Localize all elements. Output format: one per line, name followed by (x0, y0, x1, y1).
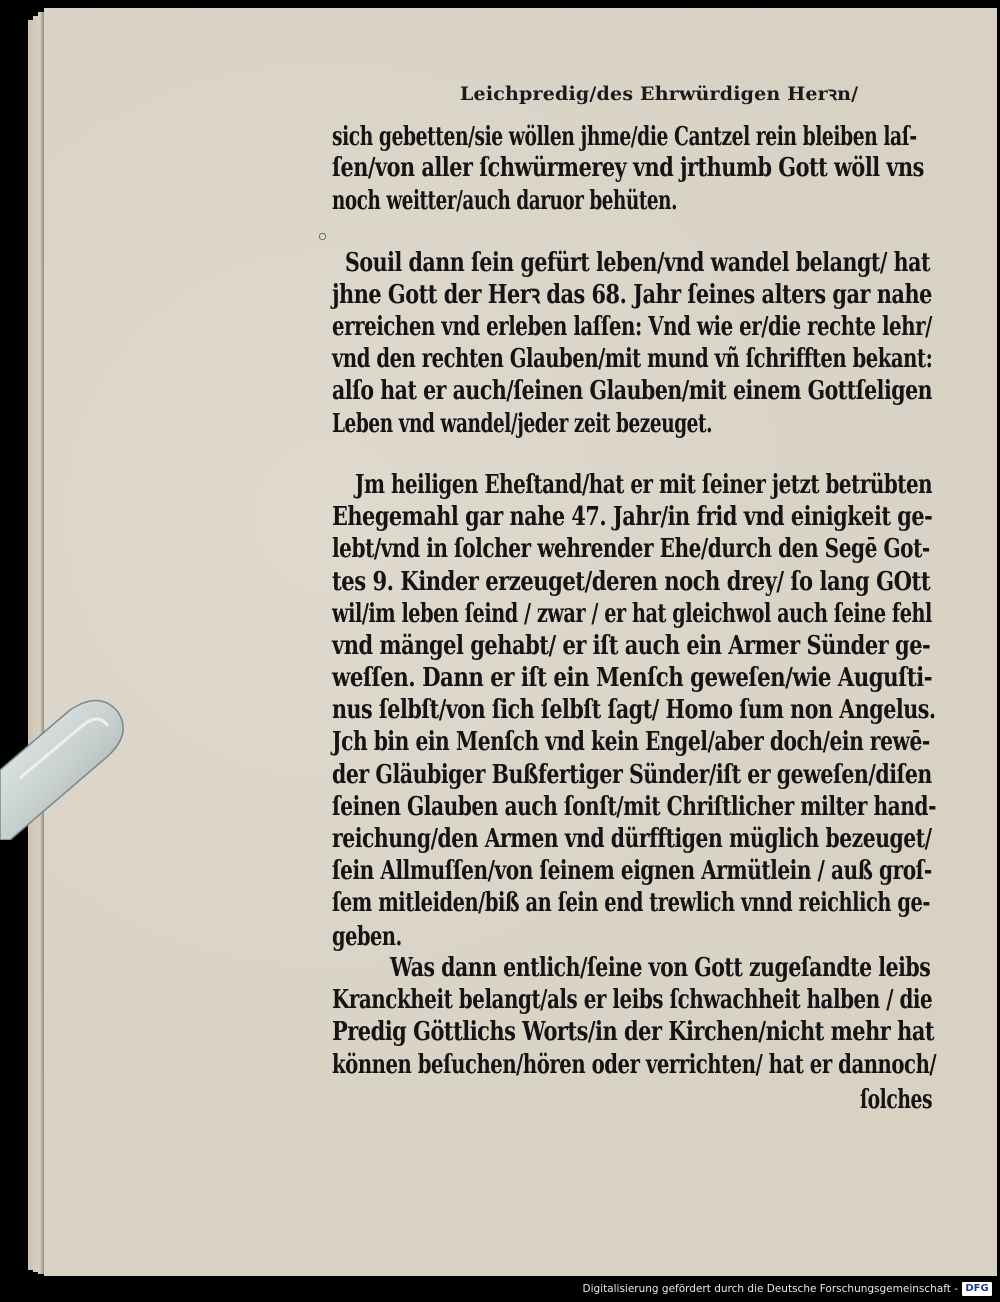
text-line: reichung/den Armen vnd dürfftigen müglich bezeuget/ (332, 824, 932, 854)
text-line: ſen/von aller ſchwürmerey vnd jrthumb Gott wöll vns (332, 153, 924, 183)
text-line: Jm heiligen Eheſtand/hat er mit ſeiner jetzt betrübten (355, 470, 933, 500)
text-line: Souil dann ſein gefürt leben/vnd wandel belangt/ hat (345, 248, 931, 278)
page-clip (0, 690, 160, 840)
text-line: können beſuchen/hören oder verrichten/ hat er dannoch/ (332, 1050, 937, 1080)
text-line: vnd mängel gehabt/ er iſt auch ein Armer Sünder ge- (332, 631, 931, 661)
text-line: ſein Allmuſſen/von ſeinem eignen Armütlein / auß groſ- (332, 856, 932, 886)
text-line: ſeinen Glauben auch ſonſt/mit Chriſtlicher milter hand- (332, 792, 936, 822)
text-line: der Gläubiger Bußfertiger Sünder/iſt er geweſen/diſen (332, 760, 932, 790)
text-line: tes 9. Kinder erzeuget/deren noch drey/ ſo lang GOtt (332, 567, 931, 597)
text-line: weſſen. Dann er iſt ein Menſch geweſen/wie Auguſti- (332, 663, 933, 693)
text-line: ſem mitleiden/biß an ſein end trewlich vnnd reichlich ge- (332, 888, 931, 918)
text-line: vnd den rechten Glauben/mit mund vñ ſchrifften bekant: (332, 344, 933, 374)
text-line: ſolches (860, 1085, 933, 1115)
running-head: Leichpredig/des Ehrwürdigen Herꝛn/ (460, 83, 859, 105)
text-line: sich gebetten/sie wöllen jhme/die Cantzel rein bleiben laſ- (332, 122, 917, 152)
text-line: erreichen vnd erleben laſſen: Vnd wie er/die rechte lehr/ (332, 312, 932, 342)
dfg-logo: DFG (962, 1282, 992, 1296)
text-line: jhne Gott der Herꝛ das 68. Jahr ſeines alters gar nahe (332, 280, 932, 310)
text-line: lebt/vnd in ſolcher wehrender Ehe/durch den Segē Got- (332, 534, 930, 564)
text-line: Jch bin ein Menſch vnd kein Engel/aber doch/ein rewē- (332, 727, 930, 757)
text-line: Leben vnd wandel/jeder zeit bezeuget. (332, 409, 713, 439)
footer-credit: Digitalisierung gefördert durch die Deutsche Forschungsgemeinschaft - (582, 1283, 958, 1295)
text-line: Predig Göttlichs Worts/in der Kirchen/nicht mehr hat (332, 1017, 935, 1047)
text-line: nus ſelbſt/von ſich ſelbſt ſagt/ Homo ſum non Angelus. (332, 695, 936, 725)
text-line: noch weitter/auch daruor behüten. (332, 186, 678, 216)
ornament-mark (319, 233, 326, 240)
text-line: Was dann entlich/ſeine von Gott zugeſandte leibs (390, 953, 931, 983)
text-line: geben. (332, 922, 402, 952)
text-line: Ehegemahl gar nahe 47. Jahr/in frid vnd einigkeit ge- (332, 502, 933, 532)
text-line: alſo hat er auch/ſeinen Glauben/mit einem Gottſeligen (332, 376, 933, 406)
text-line: wil/im leben ſeind / zwar / er hat gleichwol auch ſeine fehl (332, 599, 932, 629)
text-line: Kranckheit belangt/als er leibs ſchwachheit halben / die (332, 985, 933, 1015)
